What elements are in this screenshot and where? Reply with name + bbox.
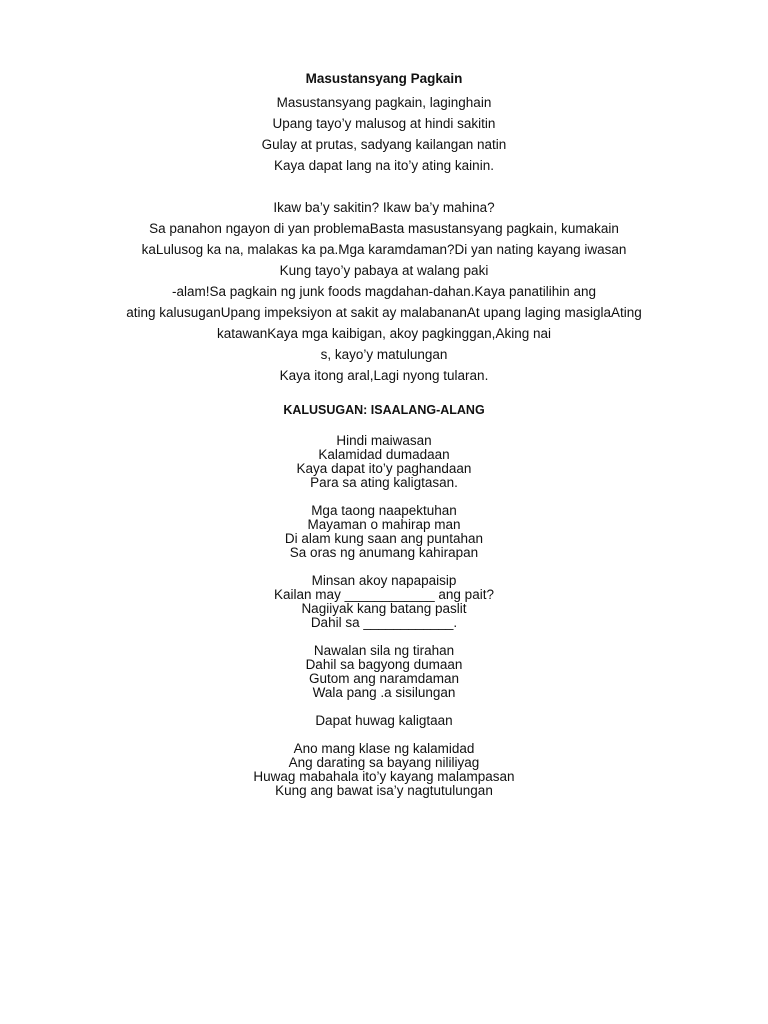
stanza-break <box>0 490 768 504</box>
poem-line: Mayaman o mahirap man <box>307 517 461 532</box>
poem-line: Dapat huwag kaligtaan <box>315 713 453 728</box>
poem-line: katawanKaya mga kaibigan, akoy pagkinggan,Aking nai <box>217 326 551 341</box>
poem-line: Hindi maiwasan <box>336 433 432 448</box>
poem-line: Dahil sa bagyong dumaan <box>305 657 463 672</box>
stanza-break <box>0 176 768 197</box>
poem-line: Kalamidad dumadaan <box>318 447 450 462</box>
poem-line: Sa oras ng anumang kahirapan <box>289 545 479 560</box>
poem-title: KALUSUGAN: ISAALANG-ALANG <box>283 403 485 417</box>
poem-kalusugan-isaalang-alang <box>0 402 768 798</box>
stanza-break <box>0 700 768 714</box>
poem-line: ating kalusuganUpang impeksiyon at sakit ay malabananAt upang laging masiglaAting <box>126 305 642 320</box>
poem-line: Kung tayo’y pabaya at walang paki <box>279 263 489 278</box>
poem-line: Mga taong naapektuhan <box>311 503 457 518</box>
poem-line: Ang darating sa bayang nililiyag <box>288 755 480 770</box>
poem-line: Masustansyang pagkain, laginghain <box>276 95 492 110</box>
poem-line: Gutom ang naramdaman <box>308 671 460 686</box>
poem-line: Nawalan sila ng tirahan <box>313 643 455 658</box>
poem-line: Gulay at prutas, sadyang kailangan natin <box>261 137 507 152</box>
poem-line: Kaya dapat ito’y paghandaan <box>296 461 472 476</box>
poem-masustansyang-pagkain <box>0 70 768 386</box>
poem-line: s, kayo’y matulungan <box>320 347 448 362</box>
poem-line: Wala pang .a sisilungan <box>312 685 456 700</box>
poem-line: Kaya dapat lang na ito’y ating kainin. <box>274 158 494 173</box>
poem-title: Masustansyang Pagkain <box>305 71 463 86</box>
poem-line: Ano mang klase ng kalamidad <box>293 741 475 756</box>
stanza-break <box>0 560 768 574</box>
poem-line: Minsan akoy napapaisip <box>311 573 457 588</box>
poem-line: Para sa ating kaligtasan. <box>310 475 458 490</box>
stanza-break <box>0 630 768 644</box>
poem-line: Di alam kung saan ang puntahan <box>284 531 484 546</box>
poem-line: Upang tayo’y malusog at hindi sakitin <box>272 116 496 131</box>
stanza-break <box>0 728 768 742</box>
poem-line: Dahil sa ____________. <box>310 615 458 630</box>
poem-line: Nagiiyak kang batang paslit <box>301 601 467 616</box>
poem-line: Ikaw ba’y sakitin? Ikaw ba’y mahina? <box>273 200 495 215</box>
poem-line: Kung ang bawat isa’y nagtutulungan <box>275 783 493 798</box>
poem-line: -alam!Sa pagkain ng junk foods magdahan-dahan.Kaya panatilihin ang <box>171 284 597 299</box>
poem-line: kaLulusog ka na, malakas ka pa.Mga karamdaman?Di yan nating kayang iwasan <box>141 242 627 257</box>
poem-line: Sa panahon ngayon di yan problemaBasta masustansyang pagkain, kumakain <box>149 221 619 236</box>
poem-line: Kaya itong aral,Lagi nyong tularan. <box>279 368 489 383</box>
poem-line: Kailan may ____________ ang pait? <box>274 587 494 602</box>
poem-line: Huwag mabahala ito’y kayang malampasan <box>253 769 515 784</box>
